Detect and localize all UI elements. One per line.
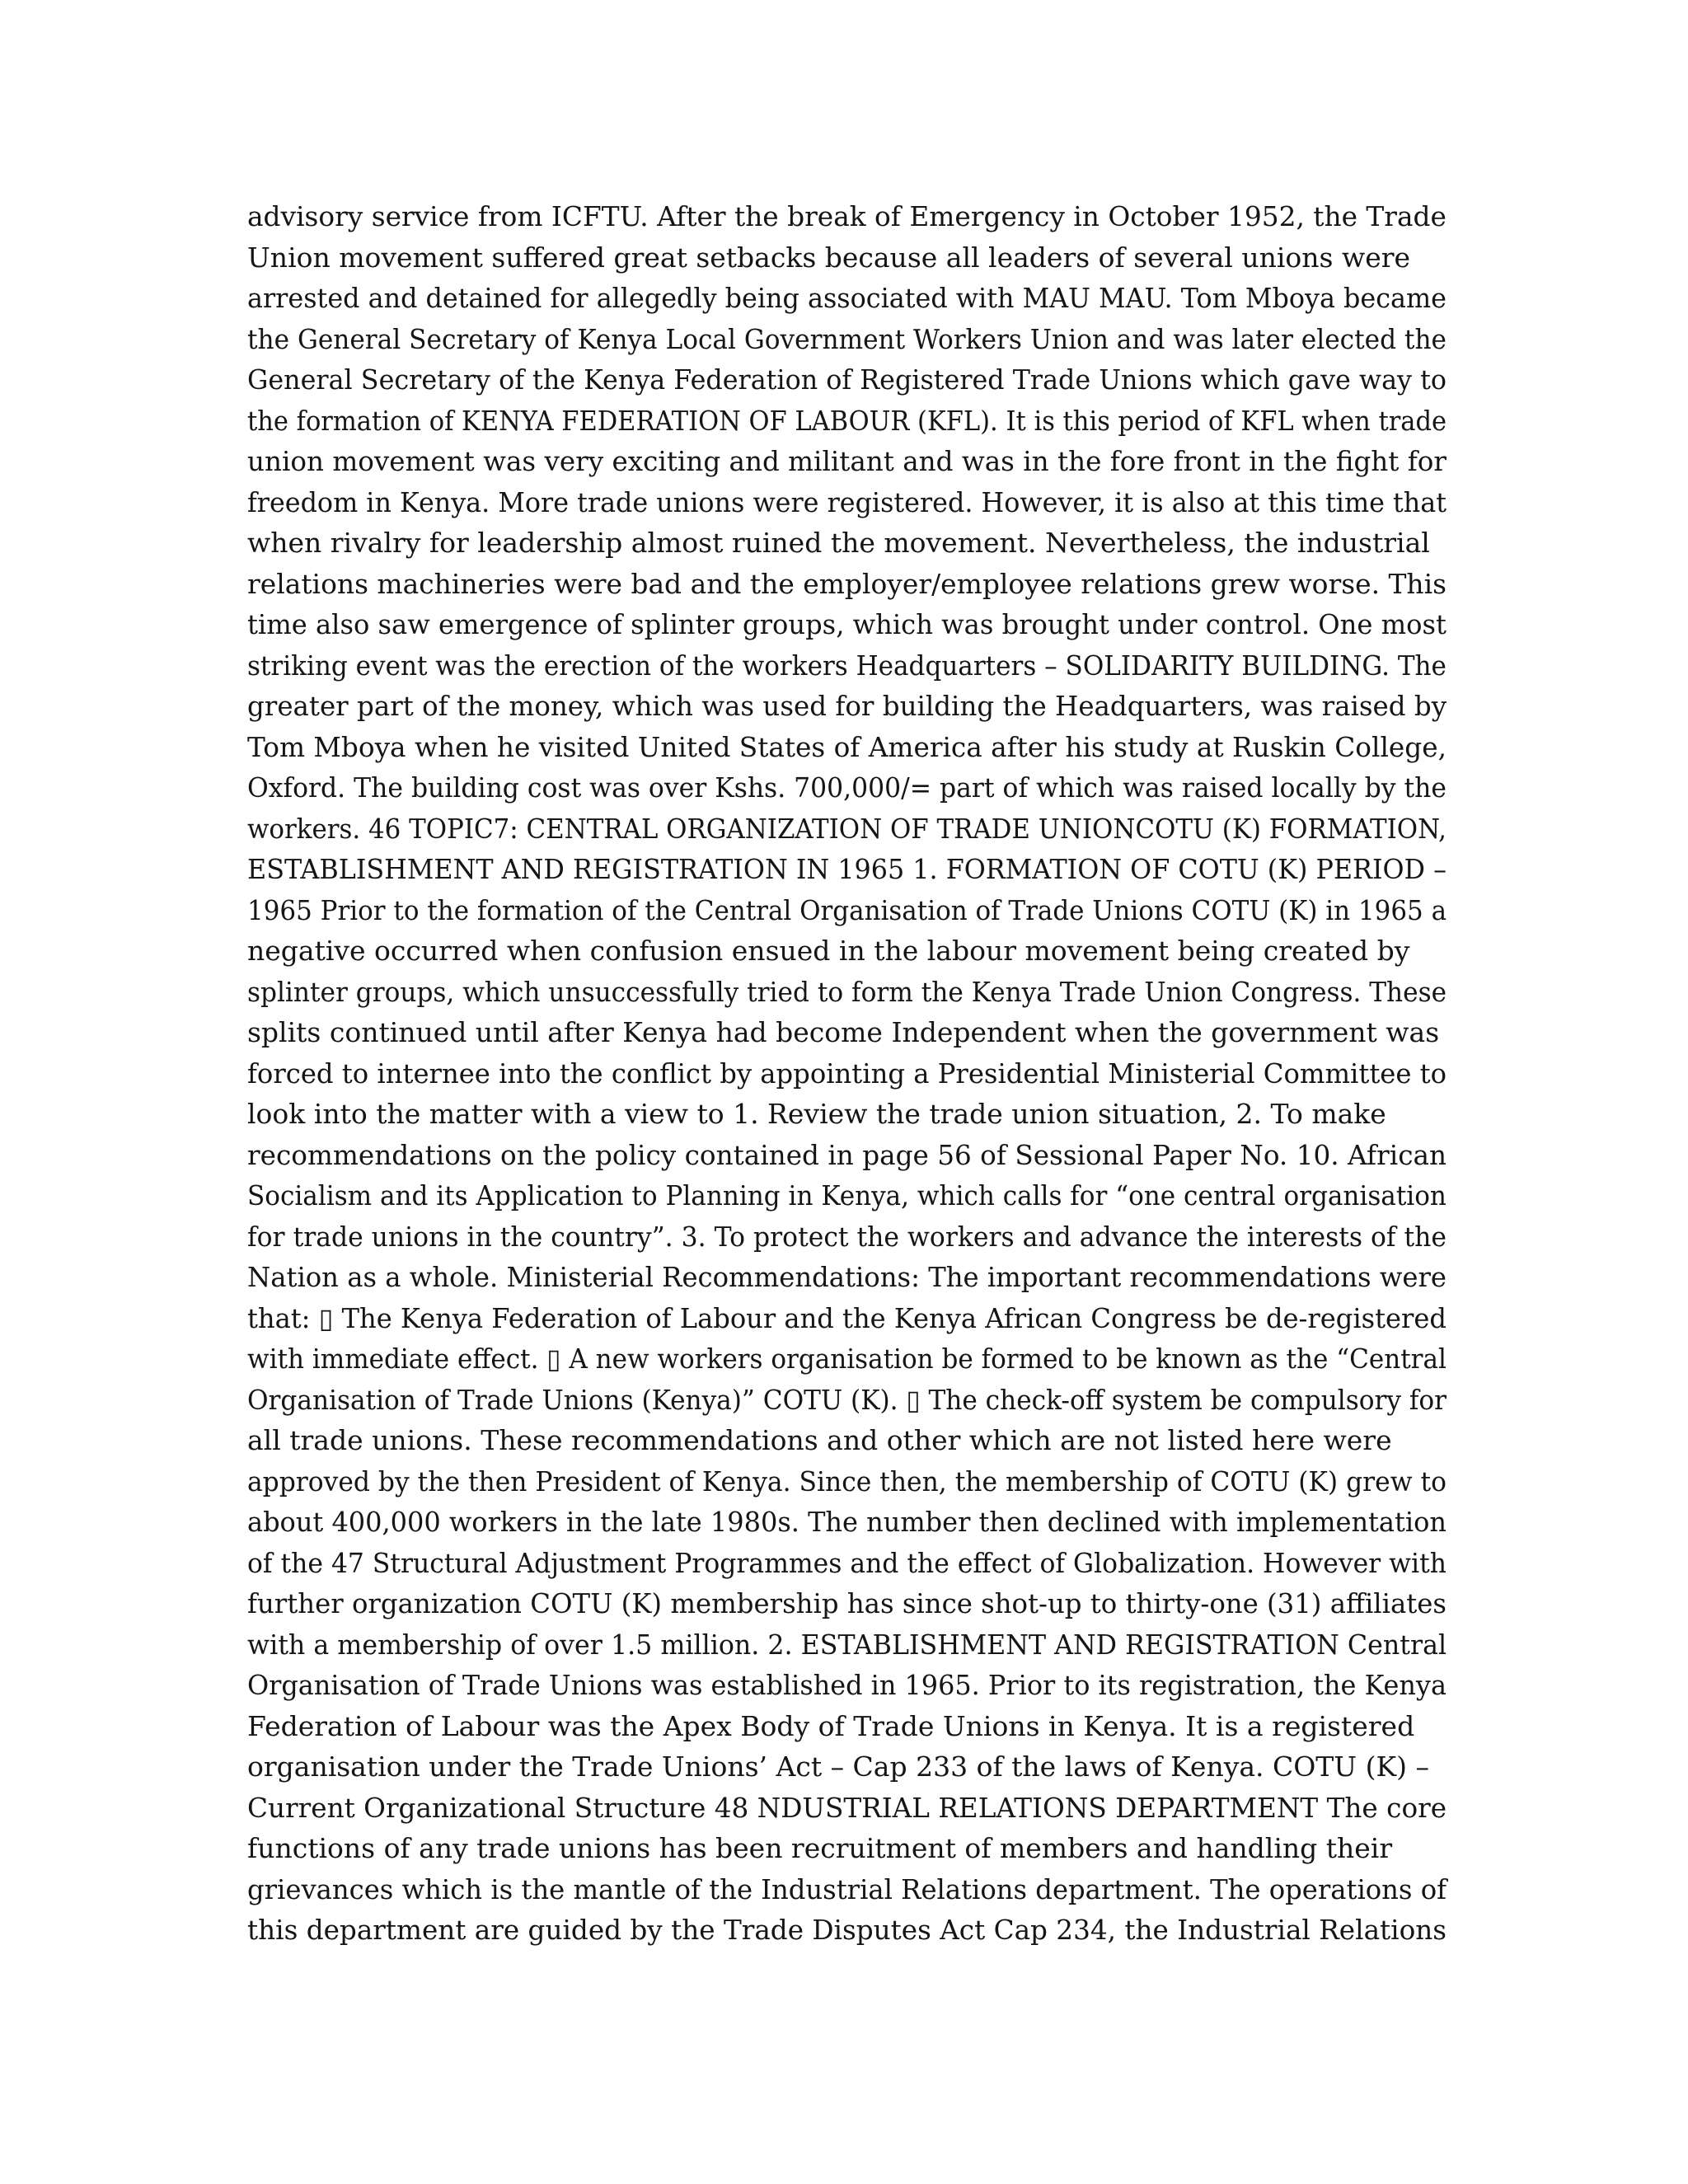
text-line: this department are guided by the Trade Disputes Act Cap 234, the Industrial Relations	[247, 1914, 1447, 1946]
text-line: General Secretary of the Kenya Federation of Registered Trade Unions which gave way to	[247, 363, 1447, 396]
text-line: the General Secretary of Kenya Local Government Workers Union and was later elected the	[247, 322, 1447, 355]
text-line: freedom in Kenya. More trade unions were registered. However, it is also at this time that	[247, 485, 1447, 518]
text-line: Socialism and its Application to Planning in Kenya, which calls for “one central organisation	[247, 1179, 1447, 1212]
text-line: workers. 46 TOPIC7: CENTRAL ORGANIZATION OF TRADE UNIONCOTU (K) FORMATION,	[247, 812, 1447, 845]
text-line: that: ▯ The Kenya Federation of Labour and the Kenya African Congress be de-registered	[247, 1301, 1447, 1334]
text-line: Tom Mboya when he visited United States of America after his study at Ruskin College,	[247, 730, 1447, 763]
text-line: when rivalry for leadership almost ruined the movement. Nevertheless, the industrial	[247, 527, 1430, 559]
text-line: greater part of the money, which was used for building the Headquarters, was raised by	[247, 690, 1447, 722]
text-line: recommendations on the policy contained in page 56 of Sessional Paper No. 10. African	[247, 1138, 1447, 1171]
text-line: Nation as a whole. Ministerial Recommendations: The important recommendations were	[247, 1261, 1447, 1293]
text-line: negative occurred when confusion ensued in the labour movement being created by	[247, 935, 1410, 967]
text-line: approved by the then President of Kenya. Since then, the membership of COTU (K) grew to	[247, 1465, 1447, 1497]
text-line: functions of any trade unions has been recruitment of members and handling their	[247, 1832, 1393, 1864]
text-line: forced to internee into the conflict by appointing a Presidential Ministerial Committee to	[247, 1057, 1447, 1090]
text-line: Union movement suffered great setbacks because all leaders of several unions were	[247, 241, 1411, 274]
text-line: about 400,000 workers in the late 1980s. The number then declined with implementation	[247, 1506, 1447, 1538]
text-line: all trade unions. These recommendations and other which are not listed here were	[247, 1424, 1392, 1456]
text-line: splinter groups, which unsuccessfully tried to form the Kenya Trade Union Congress. These	[247, 975, 1447, 1008]
text-line: arrested and detained for allegedly being associated with MAU MAU. Tom Mboya became	[247, 282, 1447, 314]
text-line: 1965 Prior to the formation of the Central Organisation of Trade Unions COTU (K) in 1965 a	[247, 893, 1447, 926]
text-line: Organisation of Trade Unions (Kenya)” COTU (K). ▯ The check-off system be compulsory for	[247, 1383, 1447, 1416]
text-line: with a membership of over 1.5 million. 2. ESTABLISHMENT AND REGISTRATION Central	[247, 1628, 1447, 1661]
text-line: relations machineries were bad and the employer/employee relations grew worse. This	[247, 567, 1447, 600]
text-line: grievances which is the mantle of the Industrial Relations department. The operations of	[247, 1872, 1447, 1905]
text-line: Federation of Labour was the Apex Body of Trade Unions in Kenya. It is a registered	[247, 1709, 1415, 1742]
text-line: Oxford. The building cost was over Kshs. 700,000/= part of which was raised locally by the	[247, 771, 1447, 804]
text-line: the formation of KENYA FEDERATION OF LABOUR (KFL). It is this period of KFL when trade	[247, 404, 1447, 437]
text-line: striking event was the erection of the workers Headquarters – SOLIDARITY BUILDING. The	[247, 649, 1447, 682]
text-line: time also saw emergence of splinter groups, which was brought under control. One most	[247, 608, 1447, 640]
text-line: Current Organizational Structure 48 NDUSTRIAL RELATIONS DEPARTMENT The core	[247, 1791, 1447, 1824]
text-line: further organization COTU (K) membership has since shot-up to thirty-one (31) affiliates	[247, 1587, 1447, 1619]
text-line: ESTABLISHMENT AND REGISTRATION IN 1965 1. FORMATION OF COTU (K) PERIOD –	[247, 853, 1447, 885]
text-line: for trade unions in the country”. 3. To protect the workers and advance the interests of the	[247, 1220, 1447, 1253]
text-line: advisory service from ICFTU. After the break of Emergency in October 1952, the Trade	[247, 200, 1447, 232]
text-line: with immediate effect. ▯ A new workers organisation be formed to be known as the “Central	[247, 1343, 1447, 1375]
text-line: splits continued until after Kenya had become Independent when the government was	[247, 1016, 1440, 1048]
text-line: Organisation of Trade Unions was established in 1965. Prior to its registration, the Kenya	[247, 1669, 1447, 1701]
text-line: of the 47 Structural Adjustment Programmes and the effect of Globalization. However with	[247, 1546, 1447, 1579]
text-line: organisation under the Trade Unions’ Act – Cap 233 of the laws of Kenya. COTU (K) –	[247, 1750, 1430, 1783]
text-line: look into the matter with a view to 1. Review the trade union situation, 2. To make	[247, 1098, 1386, 1130]
body-text	[247, 196, 1451, 1951]
text-line: union movement was very exciting and militant and was in the fore front in the fight for	[247, 445, 1447, 477]
